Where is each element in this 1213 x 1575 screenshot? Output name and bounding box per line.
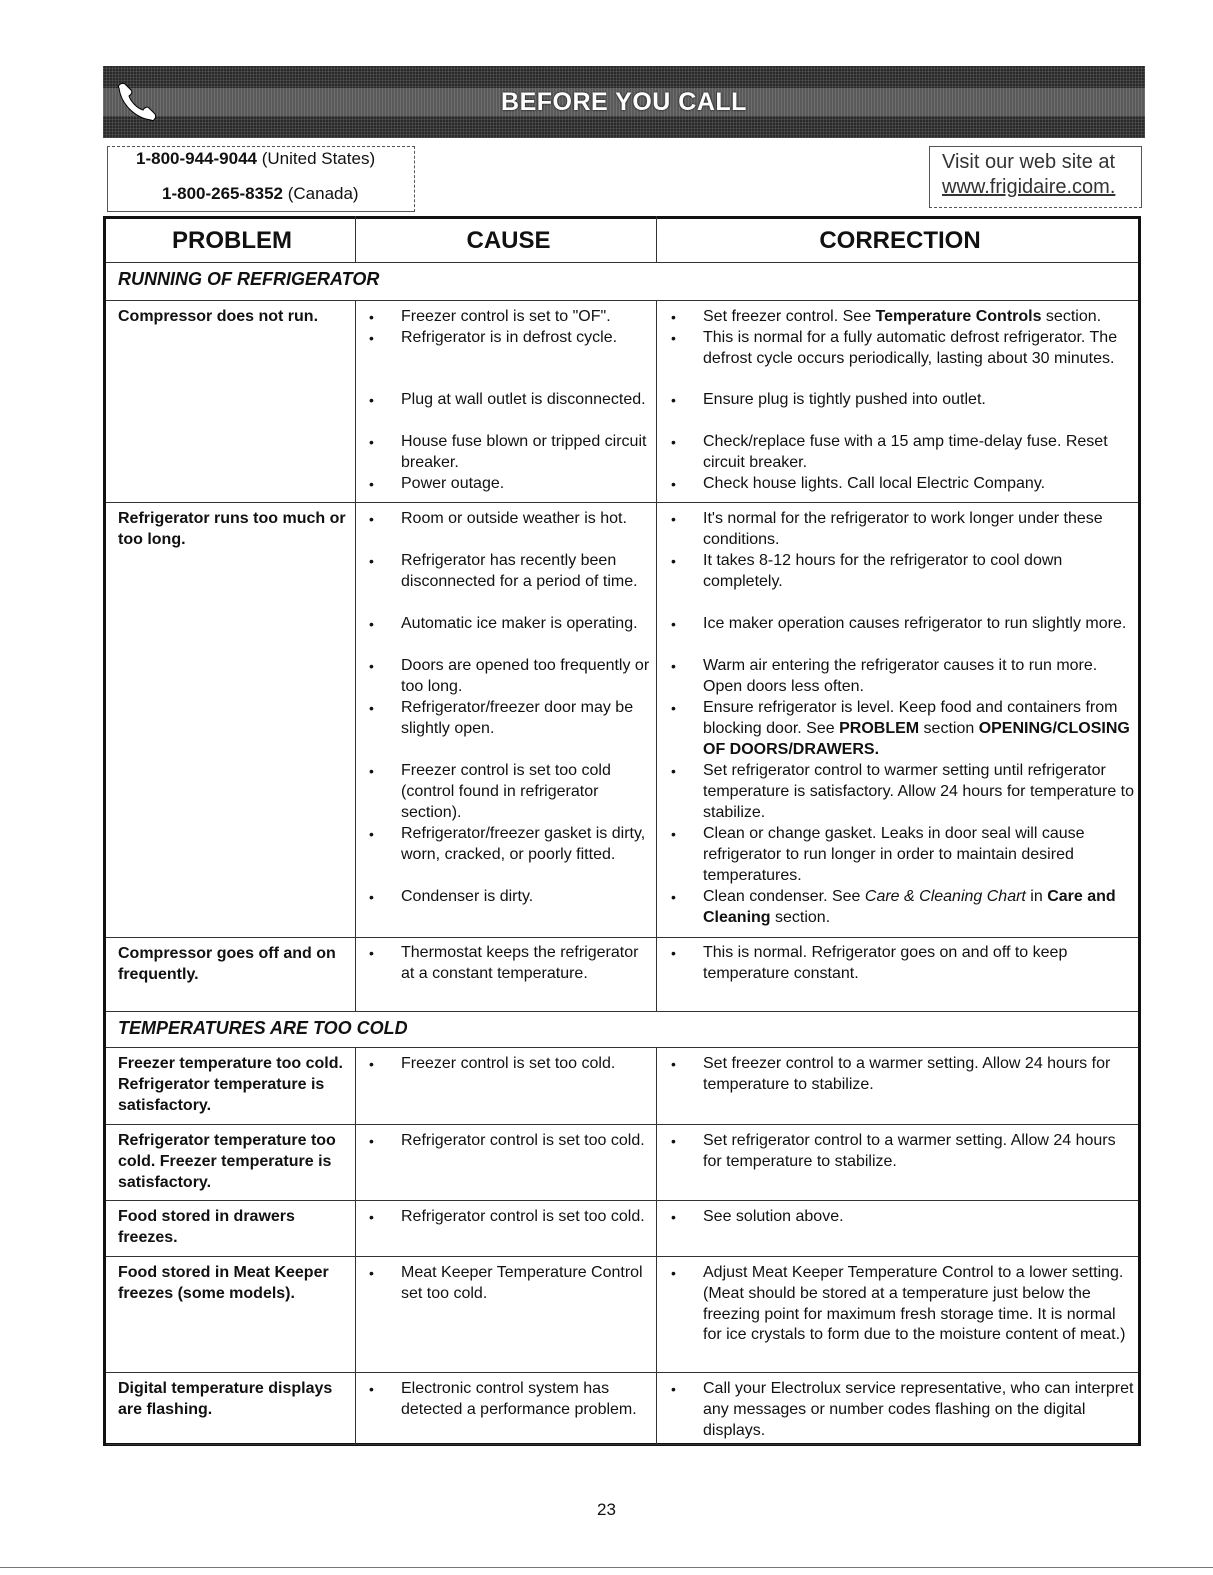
- before-you-call-banner: [103, 66, 1145, 138]
- cause-item: • Freezer control is set to "OF".: [401, 307, 651, 328]
- column-divider: [355, 1200, 356, 1256]
- correction-item: • Check/replace fuse with a 15 amp time-delay fuse. Reset circuit breaker.: [703, 432, 1135, 474]
- cause-item: • Refrigerator control is set too cold.: [401, 1131, 651, 1152]
- cause-item: • Refrigerator/freezer gasket is dirty, worn, cracked, or poorly fitted.: [401, 824, 651, 866]
- row-divider: [106, 1124, 1138, 1125]
- cause-item: • Condenser is dirty.: [401, 887, 651, 908]
- column-divider: [355, 1256, 356, 1372]
- phone-ca-number: 1-800-265-8352: [162, 184, 283, 203]
- phone-us: [136, 149, 375, 169]
- banner-title: BEFORE YOU CALL: [501, 88, 747, 116]
- problem-cell: Refrigerator runs too much or too long.: [118, 510, 346, 548]
- column-divider: [656, 502, 657, 937]
- header-correction: CORRECTION: [819, 227, 981, 254]
- website-link[interactable]: www.frigidaire.com.: [942, 176, 1116, 198]
- cause-item: • House fuse blown or tripped circuit breaker.: [401, 432, 651, 474]
- problem-cell: Freezer temperature too cold. Refrigerator temperature is satisfactory.: [118, 1055, 343, 1114]
- column-divider: [656, 1200, 657, 1256]
- phone-us-number: 1-800-944-9044: [136, 149, 257, 168]
- correction-item: • This is normal for a fully automatic defrost refrigerator. The defrost cycle occurs periodically, lasting about 30 minutes.: [703, 328, 1135, 370]
- cause-item: • Automatic ice maker is operating.: [401, 614, 651, 635]
- cause-item: • Freezer control is set too cold.: [401, 1054, 651, 1075]
- problem-cell: Food stored in drawers freezes.: [118, 1208, 295, 1246]
- cause-item: • Freezer control is set too cold (control found in refrigerator section).: [401, 761, 651, 823]
- page-bottom-rule: [0, 1567, 1213, 1568]
- row-divider: [106, 1011, 1138, 1012]
- phone-ca-label: (Canada): [287, 184, 359, 203]
- problem-cell: Compressor does not run.: [118, 308, 319, 325]
- cause-item: • Plug at wall outlet is disconnected.: [401, 390, 651, 411]
- column-divider: [656, 1047, 657, 1124]
- column-divider: [656, 1124, 657, 1200]
- correction-item: • It takes 8-12 hours for the refrigerator to cool down completely.: [703, 551, 1135, 593]
- cause-item: • Electronic control system has detected a performance problem.: [401, 1379, 651, 1421]
- problem-cell: Digital temperature displays are flashing.: [118, 1380, 333, 1418]
- row-divider: [106, 1372, 1138, 1373]
- problem-cell: Refrigerator temperature too cold. Freezer temperature is satisfactory.: [118, 1132, 336, 1191]
- column-divider: [656, 1372, 657, 1444]
- phone-numbers-box: [107, 146, 415, 212]
- correction-item: • Adjust Meat Keeper Temperature Control to a lower setting. (Meat should be stored at a temperature just below the freezing point for maximum fresh storage time. It is normal for ice crystals to form due to the moisture content of meat.): [703, 1263, 1135, 1346]
- correction-item: • Set freezer control to a warmer setting. Allow 24 hours for temperature to stabilize.: [703, 1054, 1135, 1096]
- correction-item: • Warm air entering the refrigerator causes it to run more. Open doors less often.: [703, 656, 1135, 698]
- problem-cell: Compressor goes off and on frequently.: [118, 945, 336, 983]
- cause-item: • Room or outside weather is hot.: [401, 509, 651, 530]
- cause-item: • Doors are opened too frequently or too long.: [401, 656, 651, 698]
- row-divider: [106, 262, 1138, 263]
- column-divider: [656, 937, 657, 1011]
- cause-item: • Thermostat keeps the refrigerator at a constant temperature.: [401, 943, 651, 985]
- column-divider: [355, 1372, 356, 1444]
- correction-item: • Ice maker operation causes refrigerator to run slightly more.: [703, 614, 1135, 635]
- website-label: Visit our web site at: [942, 151, 1116, 173]
- section-title: TEMPERATURES ARE TOO COLD: [118, 1018, 408, 1038]
- correction-item: • It's normal for the refrigerator to work longer under these conditions.: [703, 509, 1135, 551]
- row-divider: [106, 1444, 1138, 1445]
- cause-item: • Refrigerator control is set too cold.: [401, 1207, 651, 1228]
- page-number: 23: [597, 1500, 616, 1519]
- correction-item: • Call your Electrolux service representative, who can interpret any messages or number codes flashing on the digital displays.: [703, 1379, 1135, 1441]
- correction-item: • Clean condenser. See Care & Cleaning Chart in Care and Cleaning section.: [703, 887, 1135, 929]
- column-divider: [656, 300, 657, 502]
- section-title: RUNNING OF REFRIGERATOR: [118, 269, 380, 289]
- row-divider: [106, 1200, 1138, 1201]
- correction-item: • Set refrigerator control to warmer setting until refrigerator temperature is satisfactory. Allow 24 hours for temperature to stabilize.: [703, 761, 1135, 823]
- correction-item: • This is normal. Refrigerator goes on and off to keep temperature constant.: [703, 943, 1135, 985]
- cause-item: • Refrigerator is in defrost cycle.: [401, 328, 651, 349]
- problem-cell: Food stored in Meat Keeper freezes (some models).: [118, 1264, 329, 1302]
- row-divider: [106, 937, 1138, 938]
- cause-item: • Power outage.: [401, 474, 651, 495]
- correction-item: • Check house lights. Call local Electric Company.: [703, 474, 1135, 495]
- column-divider: [656, 216, 657, 262]
- column-divider: [355, 502, 356, 937]
- column-divider: [656, 1256, 657, 1372]
- correction-item: • Set refrigerator control to a warmer setting. Allow 24 hours for temperature to stabilize.: [703, 1131, 1135, 1173]
- correction-item: • Set freezer control. See Temperature Controls section.: [703, 307, 1135, 328]
- website-box: [929, 146, 1142, 208]
- column-divider: [355, 216, 356, 262]
- column-divider: [355, 1047, 356, 1124]
- correction-item: • Clean or change gasket. Leaks in door seal will cause refrigerator to run longer in order to maintain desired temperatures.: [703, 824, 1135, 886]
- header-problem: PROBLEM: [172, 227, 292, 254]
- correction-item: • Ensure refrigerator is level. Keep food and containers from blocking door. See PROBLEM section OPENING/CLOSING OF DOORS/DRAWERS.: [703, 698, 1135, 760]
- phone-canada: [162, 184, 359, 204]
- cause-item: • Meat Keeper Temperature Control set too cold.: [401, 1263, 651, 1305]
- column-divider: [355, 300, 356, 502]
- column-divider: [355, 1124, 356, 1200]
- correction-item: • Ensure plug is tightly pushed into outlet.: [703, 390, 1135, 411]
- row-divider: [106, 300, 1138, 301]
- column-divider: [355, 937, 356, 1011]
- header-cause: CAUSE: [466, 227, 551, 254]
- row-divider: [106, 1047, 1138, 1048]
- troubleshooting-table: [103, 216, 1141, 1446]
- cause-item: • Refrigerator/freezer door may be slightly open.: [401, 698, 651, 740]
- cause-item: • Refrigerator has recently been disconnected for a period of time.: [401, 551, 651, 593]
- correction-item: • See solution above.: [703, 1207, 1135, 1228]
- row-divider: [106, 1256, 1138, 1257]
- row-divider: [106, 502, 1138, 503]
- phone-us-label: (United States): [261, 149, 376, 168]
